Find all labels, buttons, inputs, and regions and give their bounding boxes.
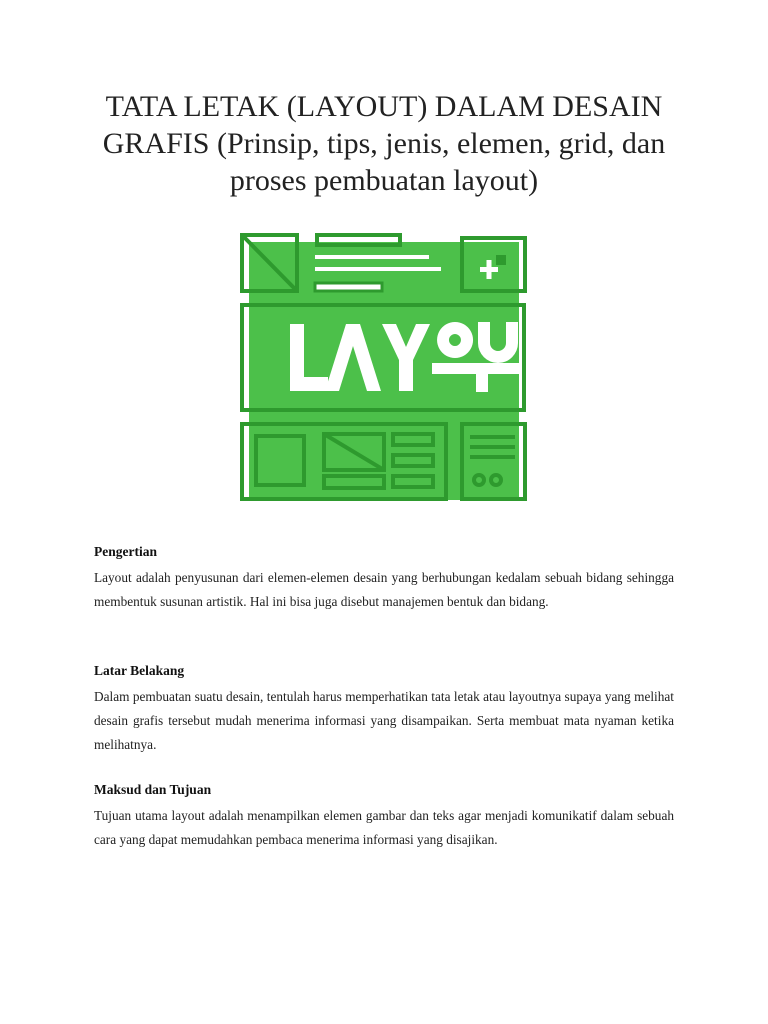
layout-illustration [240, 233, 528, 503]
section-heading: Maksud dan Tujuan [94, 782, 212, 797]
section-maksud-dan-tujuan [94, 781, 674, 852]
section-body: Layout adalah penyusunan dari elemen-elemen desain yang berhubungan kedalam sebuah bidang sehingga membentuk susunan artistik. Hal ini bisa juga disebut manajemen bentuk dan bidang. [94, 570, 674, 609]
section-pengertian [94, 543, 674, 614]
section-heading: Pengertian [94, 544, 157, 559]
page-title: TATA LETAK (LAYOUT) DALAM DESAIN GRAFIS (Prinsip, tips, jenis, elemen, grid, dan proses pembuatan layout) [102, 90, 666, 197]
section-latar-belakang [94, 662, 674, 757]
section-heading: Latar Belakang [94, 663, 185, 678]
layout-wireframe-icon [240, 233, 528, 503]
section-body: Dalam pembuatan suatu desain, tentulah harus memperhatikan tata letak atau layoutnya supaya yang melihat desain grafis tersebut mudah menerima informasi yang disampaikan. Serta membuat mata nyaman ketika melihatnya. [94, 689, 674, 752]
section-body: Tujuan utama layout adalah menampilkan elemen gambar dan teks agar menjadi komunikatif dalam sebuah cara yang dapat memudahkan pembaca menerima informasi yang disajikan. [94, 808, 674, 847]
